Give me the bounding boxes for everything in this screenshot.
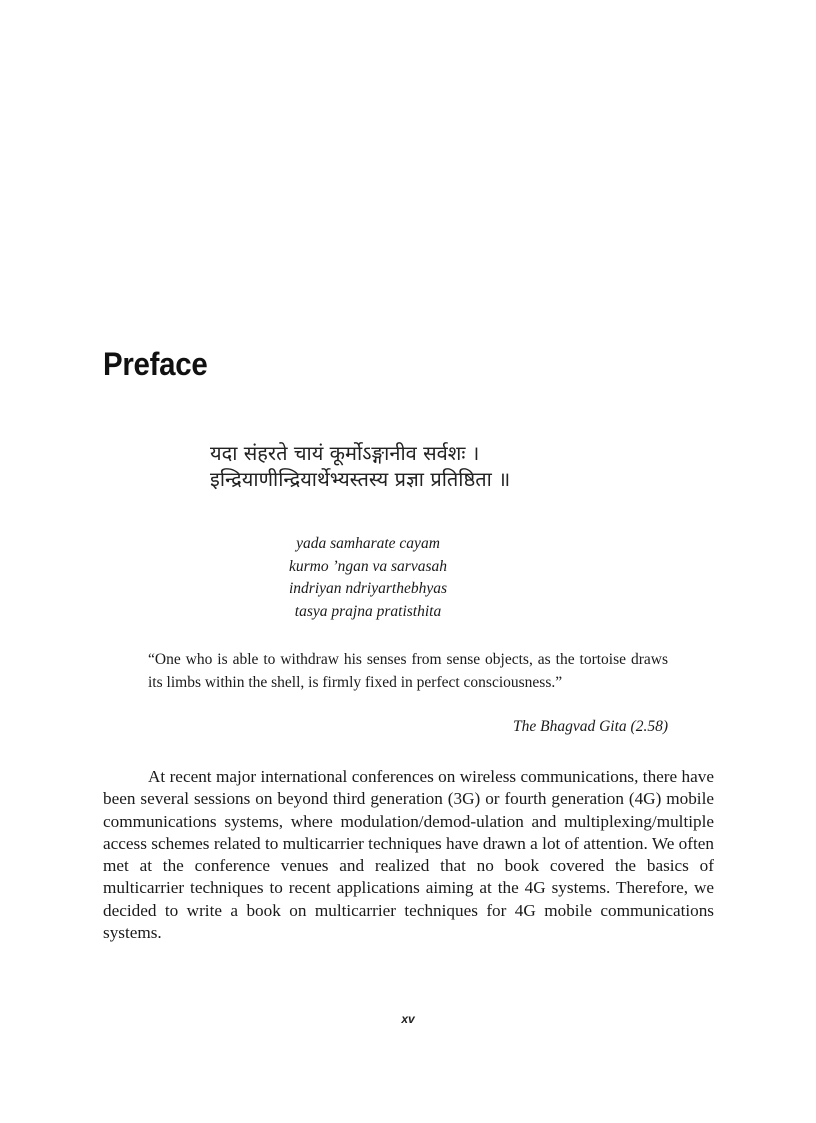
transliteration-line: kurmo ’ngan va sarvasah xyxy=(289,557,447,575)
body-paragraph: At recent major international conferences on wireless communications, there have been several sessions on beyond third generation (3G) or fourth generation (4G) mobile communications systems, where modulation/demod-ulation and multiplexing/multiple access schemes related to multicarrier techniques have drawn a lot of attention. We often met at the conference venues and realized that no book covered the basics of multicarrier techniques to recent applications aiming at the 4G systems. Therefore, we decided to write a book on multicarrier techniques for 4G mobile communications systems. xyxy=(103,767,714,943)
transliteration-line: indriyan ndriyarthebhyas xyxy=(289,580,447,597)
translation-quote: “One who is able to withdraw his senses from sense objects, as the tortoise draws its limbs within the shell, is firmly fixed in perfect consciousness.” xyxy=(148,651,668,691)
sanskrit-line: इन्द्रियाणीन्द्रियार्थेभ्यस्तस्य प्रज्ञा प्रतिष्ठिता ॥ xyxy=(210,467,511,491)
transliteration-line: yada samharate cayam xyxy=(296,535,440,552)
quote-source: The Bhagvad Gita (2.58) xyxy=(513,718,668,735)
transliteration-line: tasya prajna pratisthita xyxy=(294,602,442,620)
sanskrit-line: यदा संहरते चायं कूर्मोऽङ्गानीव सर्वशः । xyxy=(210,441,480,465)
sanskrit-verse xyxy=(210,440,630,492)
page-number: xv xyxy=(401,1012,415,1026)
transliteration-block xyxy=(250,533,486,623)
page-heading: Preface xyxy=(103,346,208,382)
